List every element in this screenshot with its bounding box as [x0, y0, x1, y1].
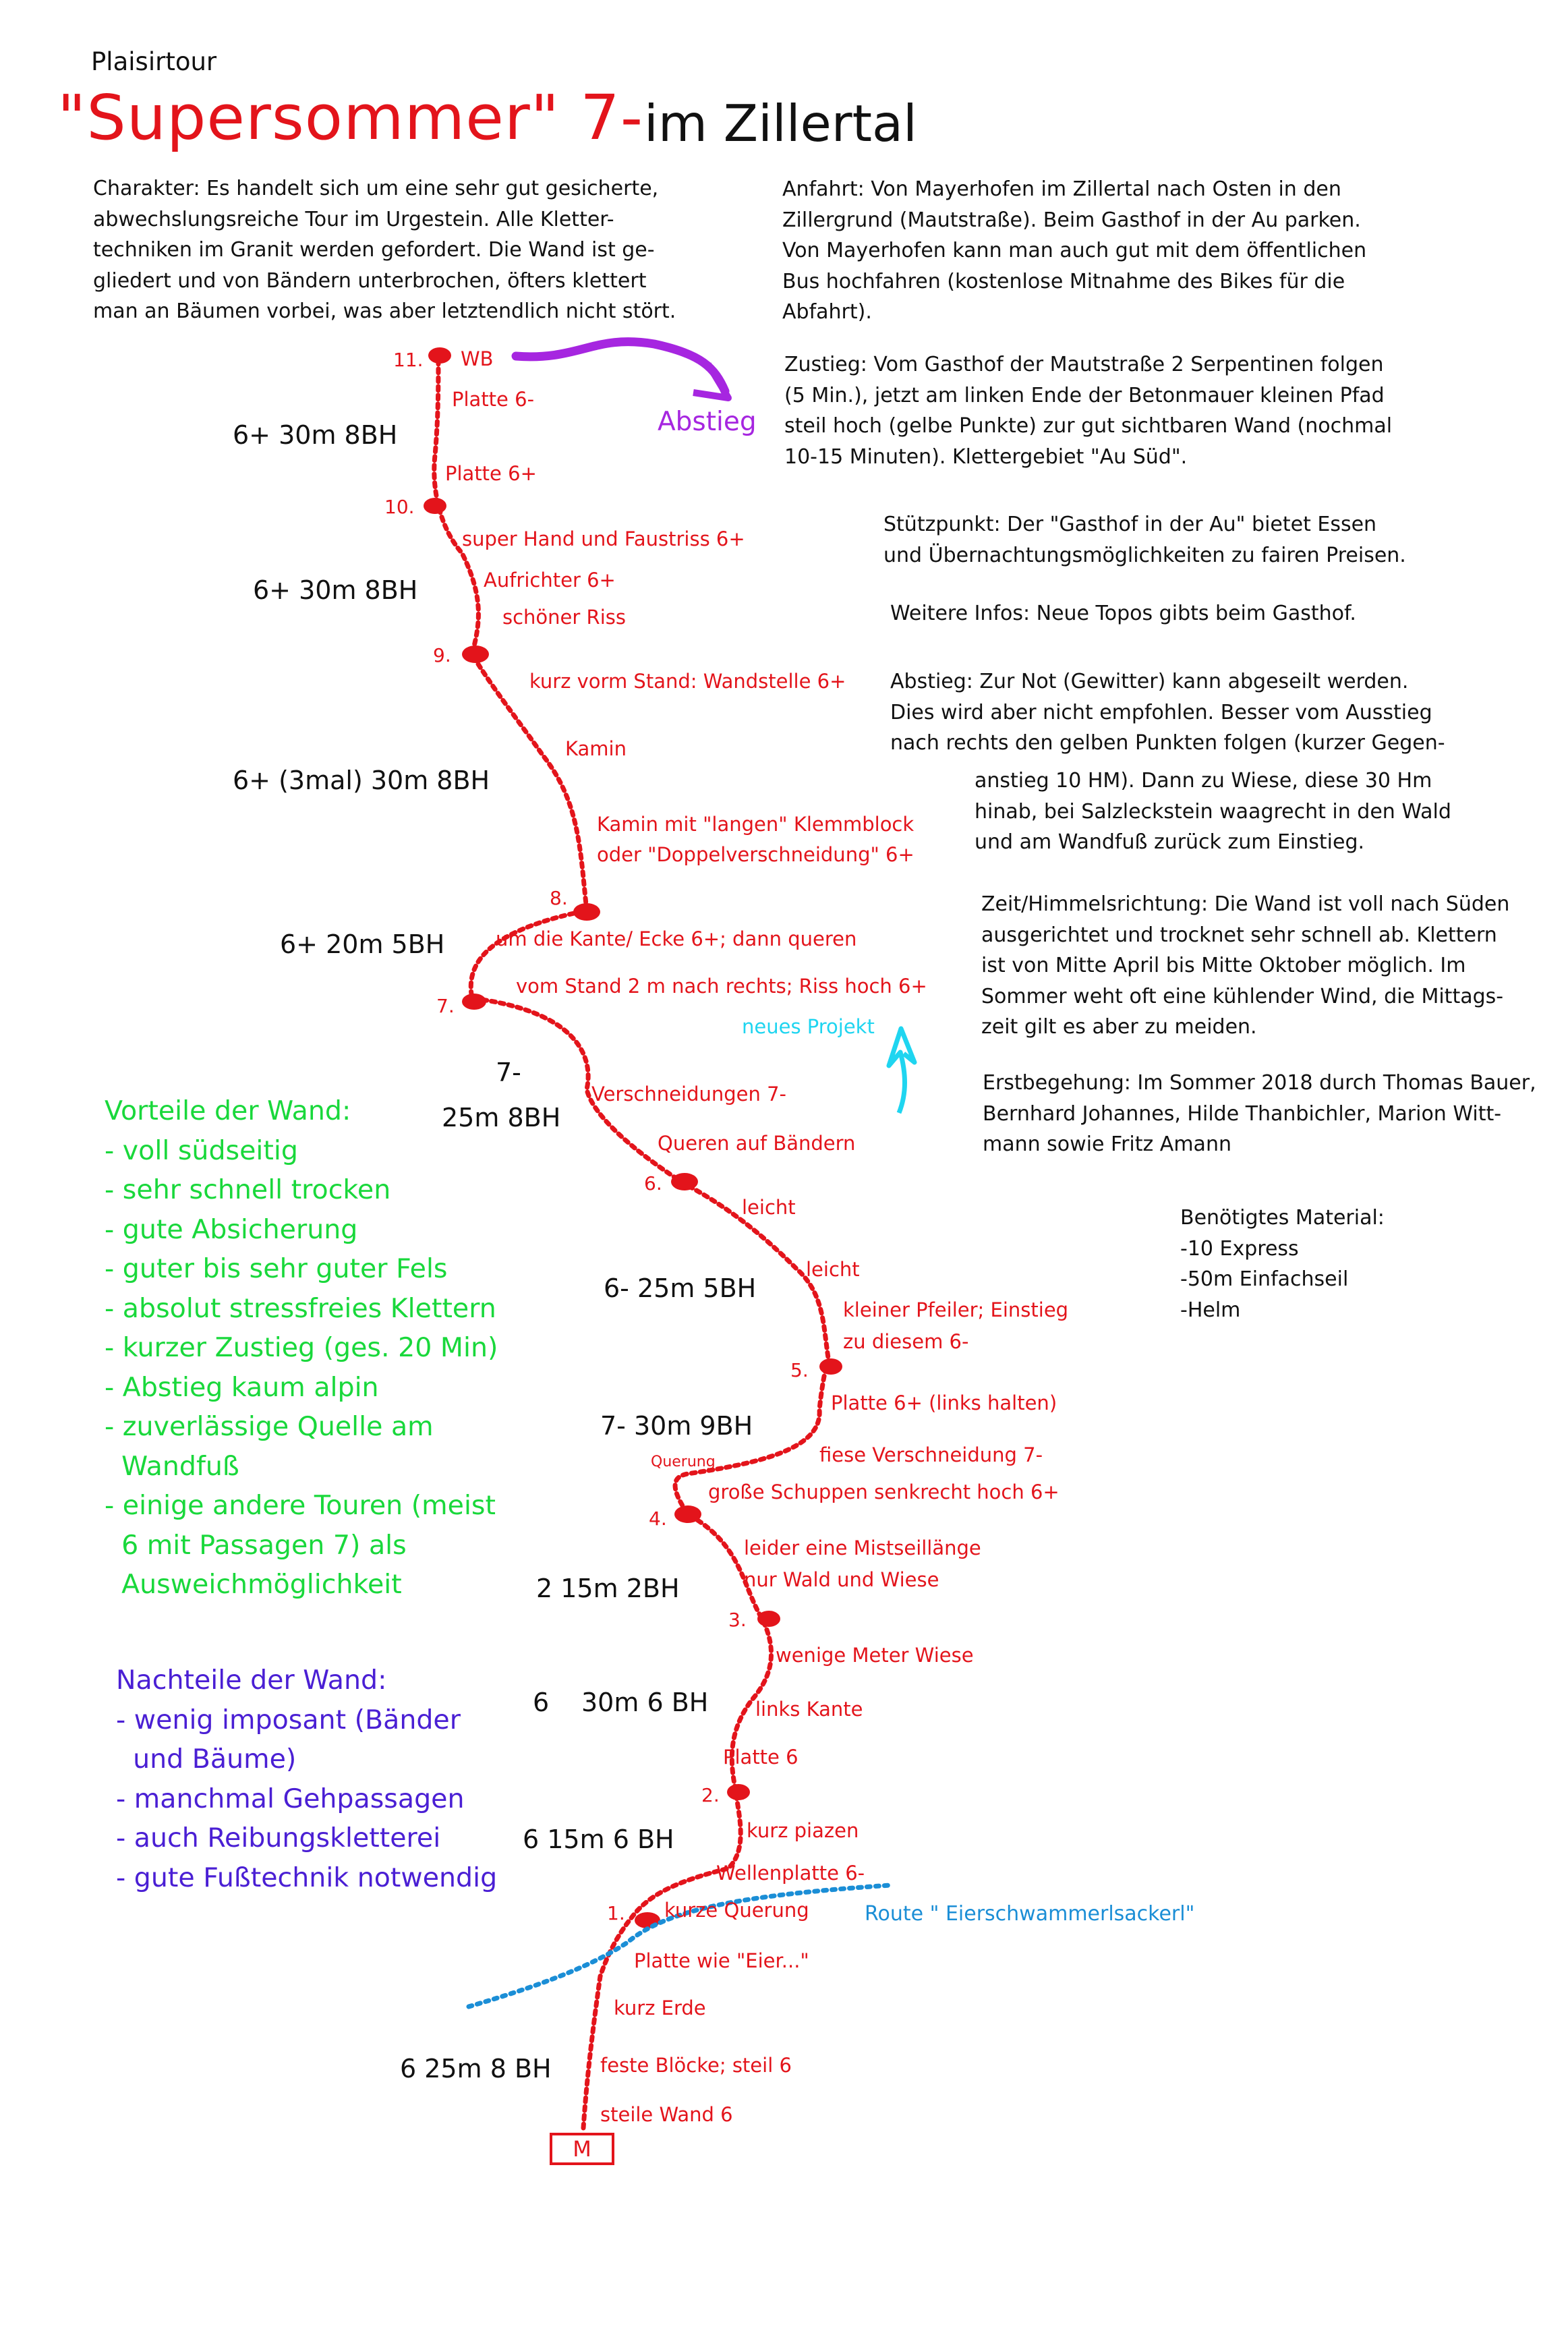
list-item: - gute Absicherung: [105, 1213, 358, 1245]
pitch-4: 2 15m 2BH: [536, 1574, 680, 1603]
abstieg-arrow: [516, 342, 725, 391]
route-label: leider eine Mistseillänge: [744, 1536, 981, 1559]
belay-station-7: [462, 994, 486, 1010]
route-label: Platte 6+ (links halten): [831, 1391, 1057, 1414]
route-label: große Schuppen senkrecht hoch 6+: [708, 1481, 1059, 1503]
belay-station-6: [671, 1173, 698, 1190]
vorteile-title: Vorteile der Wand:: [105, 1095, 351, 1126]
belay-station-9: [462, 645, 489, 663]
pitch-7: 25m 8BH: [442, 1103, 561, 1132]
route-label: vom Stand 2 m nach rechts; Riss hoch 6+: [516, 975, 927, 998]
route-label: wenige Meter Wiese: [776, 1644, 974, 1667]
route-label: links Kante: [755, 1698, 863, 1721]
route-label: kurze Querung: [664, 1899, 809, 1922]
route-label: kurz piazen: [747, 1819, 859, 1842]
pitch-10: 6+ 30m 8BH: [253, 575, 418, 605]
station-11-label: 11.: [393, 349, 424, 371]
pitch-6: 6- 25m 5BH: [604, 1273, 757, 1303]
list-item: 6 mit Passagen 7) als: [105, 1529, 407, 1561]
route-label: steile Wand 6: [600, 2103, 733, 2126]
info-zeit: Zeit/Himmelsrichtung: Die Wand ist voll nach Süden ausgerichtet und trocknet sehr schnell ab. Klettern ist von Mitte April bis Mitte Oktober möglich. Im Sommer weht oft eine kühlender Wind, die Mittags- zeit gilt es aber zu meiden.: [981, 892, 1510, 1039]
station-6-label: 6.: [644, 1172, 662, 1195]
route-label: leicht: [742, 1196, 796, 1219]
pitch-5: 7- 30m 9BH: [600, 1411, 753, 1441]
vorteile-list: [105, 1091, 498, 1605]
route-label: oder "Doppelverschneidung" 6+: [597, 843, 914, 866]
list-item: und Bäume): [116, 1744, 297, 1775]
list-item: - guter bis sehr guter Fels: [105, 1253, 448, 1284]
list-item: - kurzer Zustieg (ges. 20 Min): [105, 1332, 498, 1363]
belay-station-2: [727, 1784, 750, 1800]
list-item: - Abstieg kaum alpin: [105, 1371, 379, 1403]
route-label: Querung: [651, 1454, 716, 1470]
neues-projekt-arrow: [889, 1029, 914, 1113]
pitch-7-grade: 7-: [496, 1058, 521, 1087]
station-8-label: 8.: [550, 887, 568, 909]
route-label: WB: [461, 347, 494, 370]
list-item: Wandfuß: [105, 1450, 239, 1482]
list-item: - sehr schnell trocken: [105, 1174, 391, 1205]
route-label: um die Kante/ Ecke 6+; dann queren: [496, 927, 857, 950]
route-label: Platte 6-: [452, 388, 535, 411]
route-label: kurz Erde: [614, 1996, 706, 2019]
station-7-label: 7.: [436, 995, 455, 1017]
info-charakter: Charakter: Es handelt sich um eine sehr gut gesicherte, abwechslungsreiche Tour im Urgestein. Alle Kletter- techniken im Granit werden gefordert. Die Wand ist ge- gliedert und von Bändern unterbrochen, öfters klettert man an Bäumen vorbei, was aber letztendlich nicht stört.: [93, 177, 676, 323]
nachteile-title: Nachteile der Wand:: [116, 1665, 387, 1696]
list-item: - voll südseitig: [105, 1134, 298, 1166]
info-material: Benötigtes Material: -10 Express -50m Einfachseil -Helm: [1180, 1206, 1385, 1322]
page-title-place: im Zillertal: [644, 94, 917, 153]
route-label: nur Wald und Wiese: [744, 1568, 939, 1591]
info-weitere: Weitere Infos: Neue Topos gibts beim Gasthof.: [890, 602, 1356, 625]
list-item: - absolut stressfreies Klettern: [105, 1292, 496, 1324]
pitch-2: 6 15m 6 BH: [523, 1825, 674, 1854]
info-anfahrt: Anfahrt: Von Mayerhofen im Zillertal nach Osten in den Zillergrund (Mautstraße). Beim Gasthof in der Au parken. Von Mayerhofen kann man auch gut mit dem öffentlichen Bus hochfahren (kostenlose Mitnahme des Bikes für die Abfahrt).: [782, 177, 1367, 324]
info-abstieg-cont: anstieg 10 HM). Dann zu Wiese, diese 30 Hm hinab, bei Salzleckstein waagrecht in den Wald und am Wandfuß zurück zum Einstieg.: [975, 769, 1451, 854]
route-label: leicht: [806, 1258, 860, 1281]
station-5-label: 5.: [790, 1359, 809, 1381]
route-label: Kamin mit "langen" Klemmblock: [597, 813, 914, 836]
belay-station-10: [424, 498, 446, 514]
route-label: kurz vorm Stand: Wandstelle 6+: [529, 670, 846, 693]
pitch-11: 6+ 30m 8BH: [233, 420, 398, 450]
list-item: Ausweichmöglichkeit: [105, 1569, 402, 1600]
list-item: - auch Reibungskletterei: [116, 1822, 441, 1854]
route-label: Kamin: [565, 737, 627, 760]
neues-projekt-label: neues Projekt: [742, 1015, 875, 1038]
route-label: feste Blöcke; steil 6: [600, 2054, 792, 2077]
subtitle: Plaisirtour: [91, 47, 217, 76]
route-label: Platte 6: [723, 1746, 798, 1769]
belay-station-8: [573, 903, 600, 921]
route-label: Queren auf Bändern: [658, 1132, 856, 1155]
pitch-3-grade: 6: [533, 1688, 550, 1717]
pitch-8: 6+ 20m 5BH: [280, 929, 445, 959]
list-item: - zuverlässige Quelle am: [105, 1411, 434, 1442]
info-erstbegehung: Erstbegehung: Im Sommer 2018 durch Thomas Bauer, Bernhard Johannes, Hilde Thanbichler, Marion Witt- mann sowie Fritz Amann: [983, 1071, 1536, 1156]
route-label: super Hand und Faustriss 6+: [462, 527, 745, 550]
list-item: - gute Fußtechnik notwendig: [116, 1862, 498, 1893]
station-4-label: 4.: [649, 1507, 667, 1530]
eier-route-label: Route " Eierschwammerlsackerl": [865, 1902, 1195, 1926]
list-item: - einige andere Touren (meist: [105, 1490, 496, 1521]
belay-station-3: [757, 1611, 780, 1627]
route-label: Platte 6+: [445, 462, 537, 485]
info-abstieg: Abstieg: Zur Not (Gewitter) kann abgeseilt werden. Dies wird aber nicht empfohlen. Besser vom Ausstieg nach rechts den gelben Punkten folgen (kurzer Gegen-: [890, 670, 1445, 755]
station-3-label: 3.: [728, 1609, 747, 1631]
route-label: fiese Verschneidung 7-: [819, 1443, 1043, 1466]
nachteile-list: [116, 1661, 497, 1897]
info-zustieg: Zustieg: Vom Gasthof der Mautstraße 2 Serpentinen folgen (5 Min.), jetzt am linken Ende der Betonmauer kleinen Pfad steil hoch (gelbe Punkte) zur gut sichtbaren Wand (nochmal 10-15 Minuten). Klettergebiet "Au Süd".: [784, 353, 1393, 469]
route-label: kleiner Pfeiler; Einstieg: [843, 1298, 1069, 1321]
station-10-label: 10.: [384, 496, 415, 518]
abstieg-label: Abstieg: [658, 407, 757, 437]
pitch-3: 30m 6 BH: [581, 1688, 709, 1717]
belay-station-4: [674, 1505, 701, 1523]
belay-station-5: [819, 1358, 842, 1375]
route-label: zu diesem 6-: [843, 1330, 969, 1353]
route-label: schöner Riss: [502, 606, 626, 629]
station-1-label: 1.: [607, 1902, 625, 1924]
station-9-label: 9.: [433, 644, 451, 666]
page-title: "Supersommer" 7-: [57, 82, 644, 154]
route-label: Platte wie "Eier...": [634, 1949, 809, 1972]
start-marker: M: [550, 2133, 614, 2165]
station-2-label: 2.: [701, 1784, 720, 1806]
route-label: Verschneidungen 7-: [591, 1083, 786, 1105]
list-item: - manchmal Gehpassagen: [116, 1783, 465, 1814]
list-item: - wenig imposant (Bänder: [116, 1704, 461, 1735]
pitch-1: 6 25m 8 BH: [400, 2054, 552, 2084]
belay-station-11: [428, 347, 451, 364]
route-label: Wellenplatte 6-: [716, 1862, 865, 1885]
pitch-9: 6+ (3mal) 30m 8BH: [233, 766, 490, 795]
info-stuetzpunkt: Stützpunkt: Der "Gasthof in der Au" bietet Essen und Übernachtungsmöglichkeiten zu fairen Preisen.: [883, 513, 1406, 567]
route-label: Aufrichter 6+: [484, 569, 616, 592]
